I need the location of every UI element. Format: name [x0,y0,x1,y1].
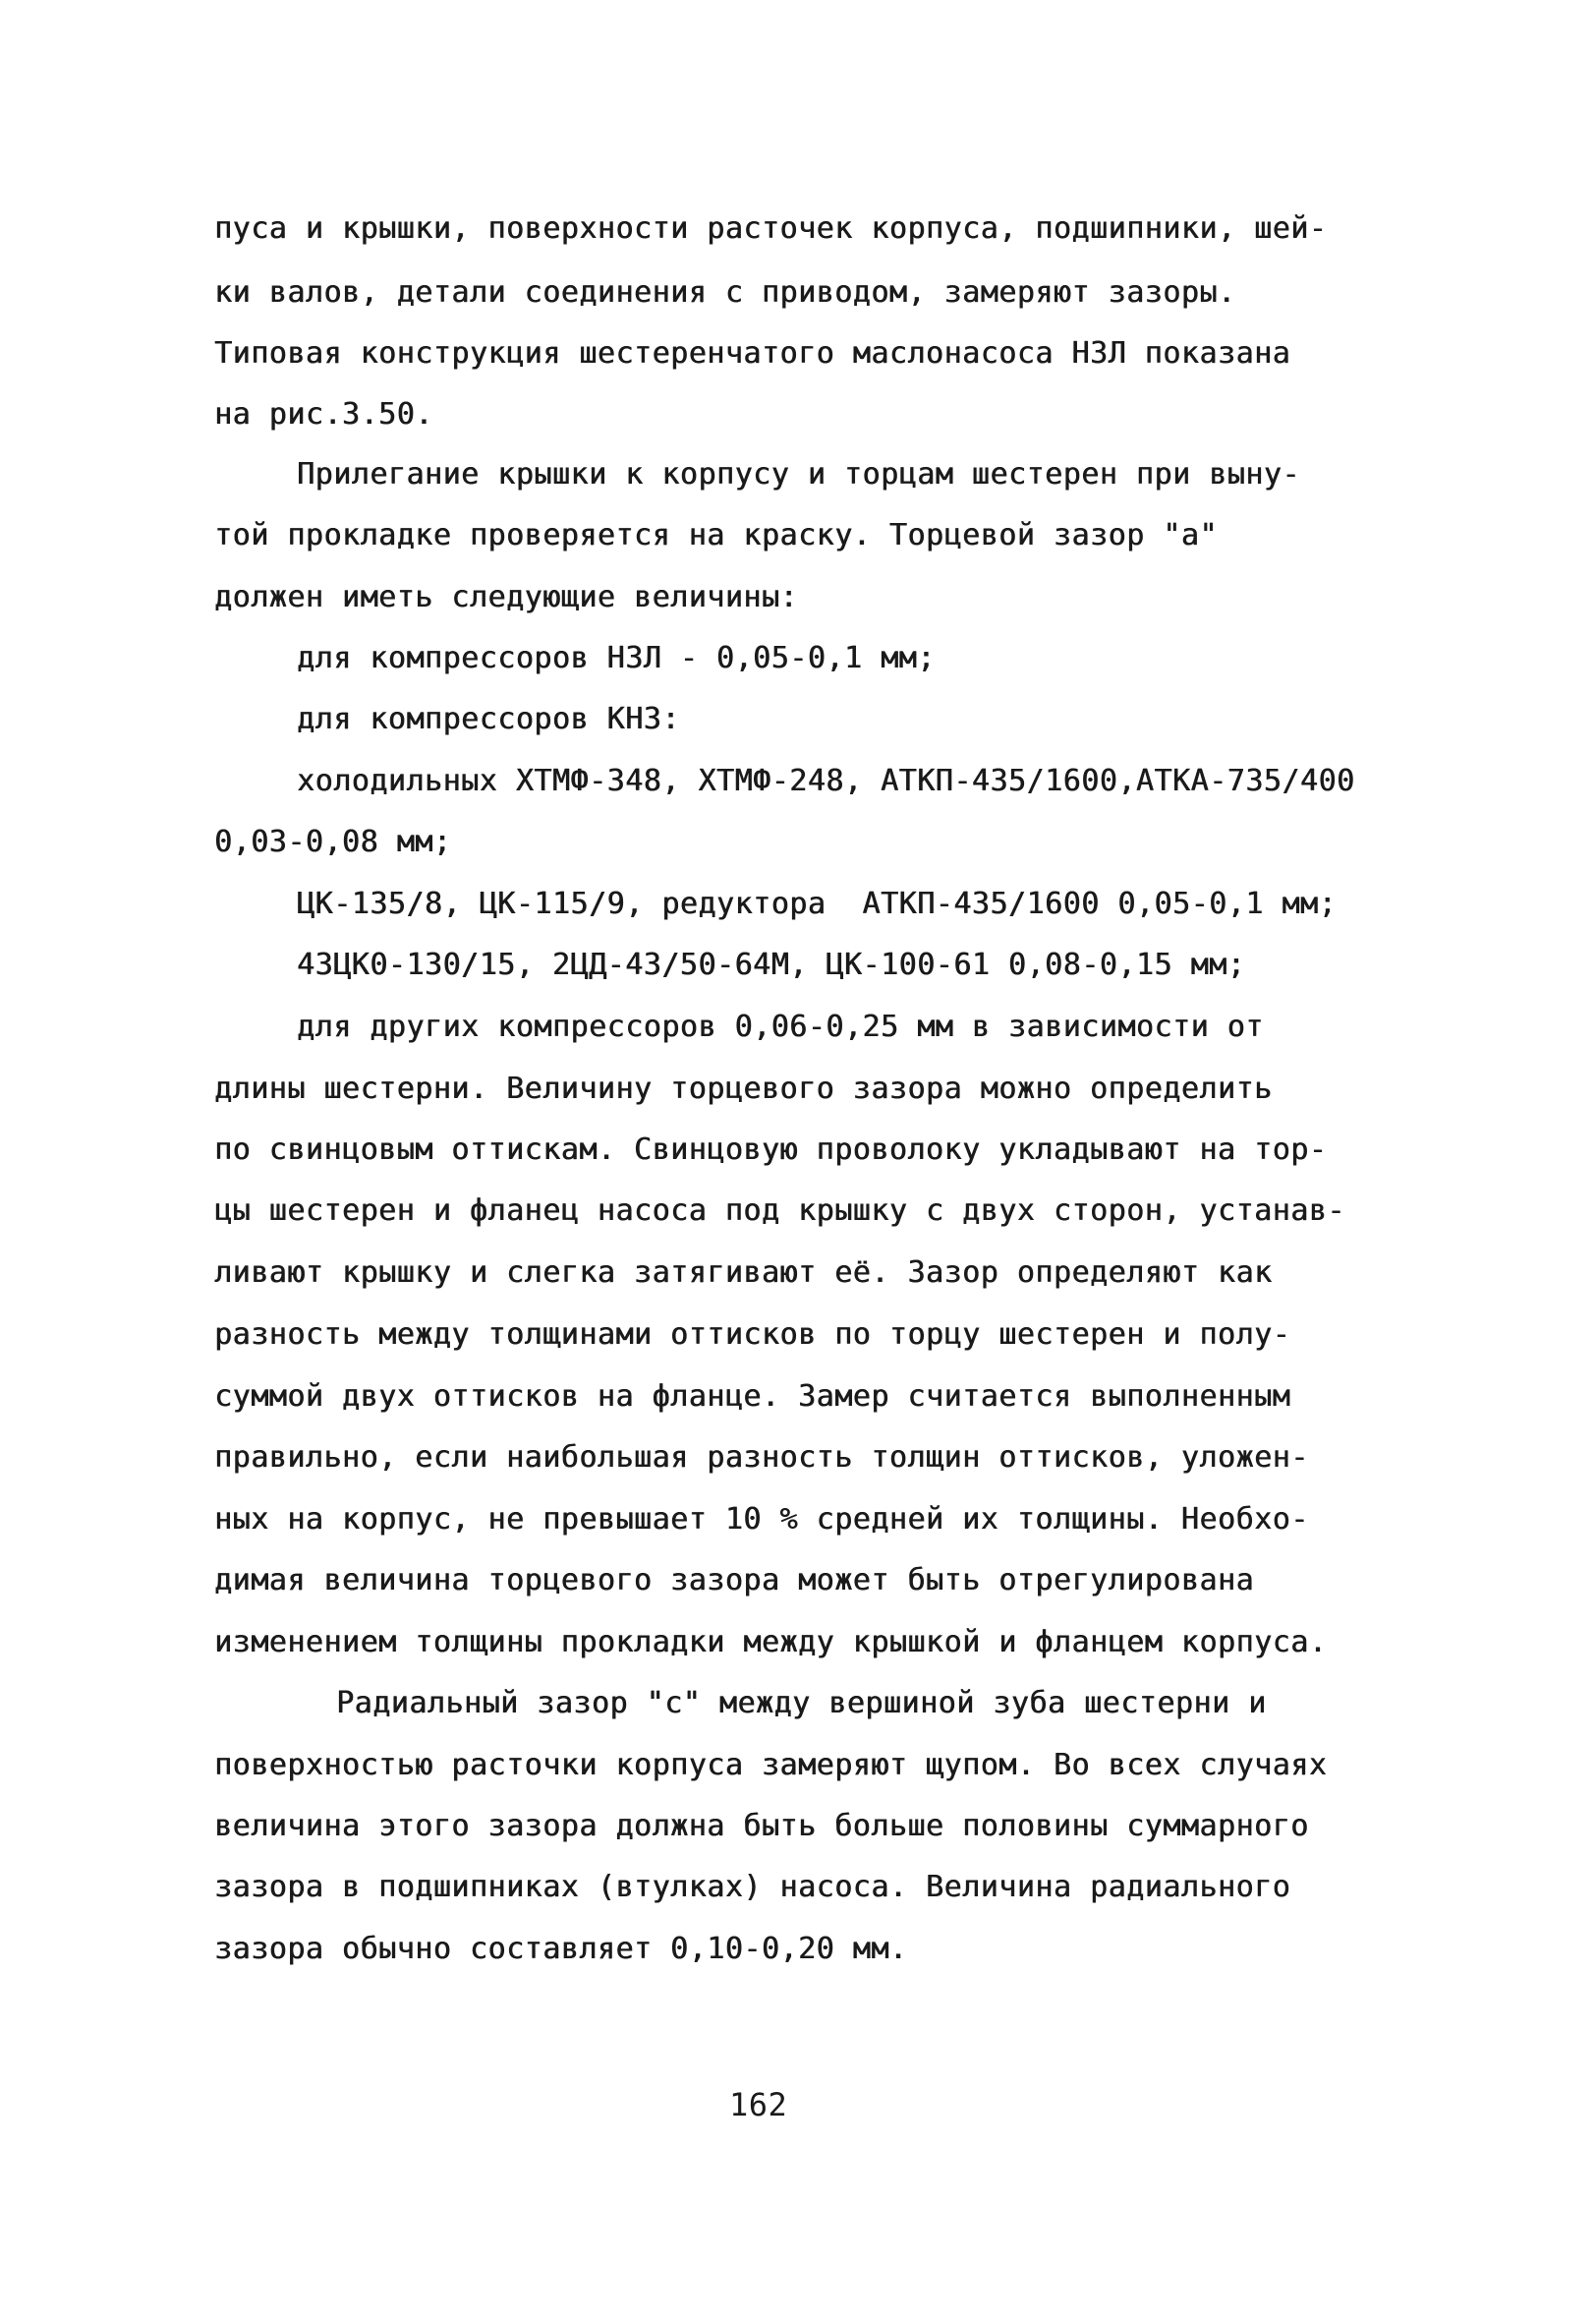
text-line: по свинцовым оттискам. Свинцовую проволоку укладывают на тор- [214,1132,1328,1167]
text-line: холодильных ХТМФ-348, ХТМФ-248, АТКП-435/1600,АТКА-735/400 [297,764,1355,798]
text-line: ки валов, детали соединения с приводом, замеряют зазоры. [214,275,1236,310]
text-line: ЦК-135/8, ЦК-115/9, редуктора АТКП-435/1600 0,05-0,1 мм; [297,887,1338,921]
text-line: пуса и крышки, поверхности расточек корпуса, подшипники, шей- [214,211,1328,246]
text-line: Прилегание крышки к корпусу и торцам шестерен при вынy- [297,457,1300,492]
text-line: 43ЦК0-130/15, 2ЦД-43/50-64М, ЦК-100-61 0,08-0,15 мм; [297,948,1246,982]
text-line: зазора обычно составляет 0,10-0,20 мм. [214,1932,908,1966]
text-line: зазора в подшипниках (втулках) насоса. Величина радиального [214,1870,1291,1904]
text-line: ливают крышку и слегка затягивают её. Зазор определяют как [214,1255,1273,1290]
text-line: должен иметь следующие величины: [214,580,798,614]
text-line: правильно, если наибольшая разность толщин оттисков, уложен- [214,1440,1309,1475]
text-line: той прокладке проверяется на краску. Торцевой зазор "а" [214,518,1218,552]
text-line: димая величина торцевого зазора может быть отрегулирована [214,1563,1255,1597]
text-line: для других компрессоров 0,06-0,25 мм в зависимости от [297,1010,1264,1044]
text-line: ных на корпус, не превышает 10 % средней их толщины. Необхо- [214,1502,1309,1537]
text-line: на рис.3.50. [214,397,433,432]
text-line: длины шестерни. Величину торцевого зазора можно определить [214,1072,1273,1106]
page-number: 162 [729,2086,788,2123]
text-line: 0,03-0,08 мм; [214,825,452,859]
text-line: Типовая конструкция шестеренчатого маслонасоса НЗЛ показана [214,336,1291,371]
text-line: величина этого зазора должна быть больше половины суммарного [214,1809,1309,1843]
text-line: разность между толщинами оттисков по торцу шестерен и полу- [214,1317,1291,1352]
text-line: для компрессоров КНЗ: [297,702,680,736]
text-line: суммой двух оттисков на фланце. Замер считается выполненным [214,1379,1291,1414]
text-line: для компрессоров НЗЛ - 0,05-0,1 мм; [297,641,936,675]
text-line: поверхностью расточки корпуса замеряют щупом. Во всех случаях [214,1748,1328,1782]
text-line: цы шестерен и фланец насоса под крышку с двух сторон, устанав- [214,1193,1345,1228]
text-line: изменением толщины прокладки между крышкой и фланцем корпуса. [214,1625,1328,1659]
text-line: Радиальный зазор "с" между вершиной зуба шестерни и [336,1686,1267,1720]
